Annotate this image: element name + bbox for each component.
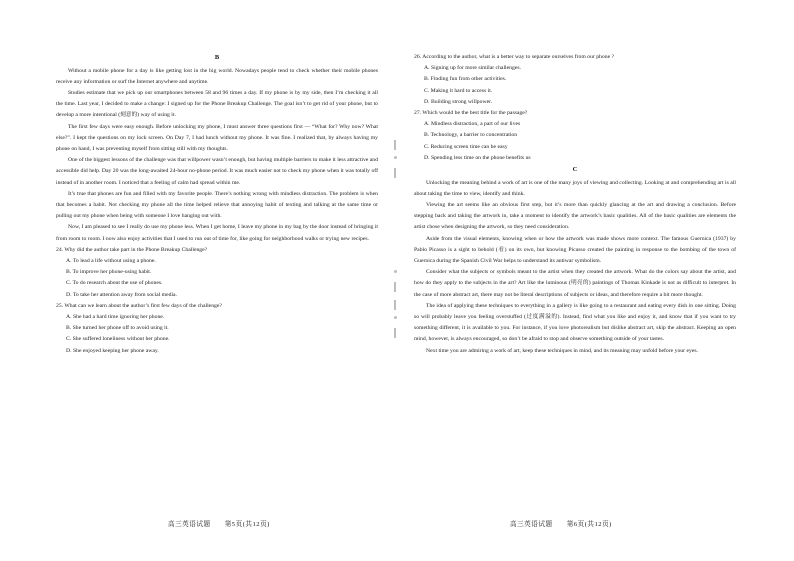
question-26-option-c: C. Making it hard to access it. bbox=[424, 87, 493, 94]
passage-c-paragraph-3: Aside from the visual elements, knowing when or how the artwork was made shows more context. The famous Guernica (1937) by Pablo Picasso is a sight to behold (看) on its own, but knowing Picasso created the painting in response to the bombing of the town of Guernica during the Spanish Civil War helps to understand its antiwar symbolism. bbox=[414, 235, 736, 265]
passage-c-paragraph-6: Next time you are admiring a work of art, keep these techniques in mind, and its meaning may unfold before your eyes. bbox=[426, 347, 698, 354]
passage-b-paragraph-1: Without a mobile phone for a day is like getting lost in the big world. Nowadays people tend to check whether their mobile phones receive any information or surf the Internet anywhere and anytime. bbox=[56, 67, 378, 85]
passage-c-paragraph-4: Consider what the subjects or symbols meant to the artist when they created the artwork. What do the colors say about the artist, and how do they apply to the subjects in the art? Art like the luminous (明亮的) paintings of Thomas Kinkade is not as difficult to interpret. In the case of more abstract art, there may not be literal descriptions of subjects or ideas, and therefore require a bit more thought. bbox=[414, 269, 736, 298]
footer-page-number: 第5页(共12页) bbox=[224, 521, 270, 528]
passage-c-paragraph-5: The idea of applying these techniques to everything in a gallery is like going to a restaurant and eating every dish in one sitting. Doing so will probably leave you feeling overstuffed (过度满溢的). Instead, find what you like and enjoy it, and know that if you want to try something different, it is available to you. For instance, if you love photorealism but dislike abstract art, skip the abstract. Keeping an open mind, however, is always encouraged, so don’t be afraid to stop and observe something outside of your tastes. bbox=[414, 302, 736, 343]
left-page-footer bbox=[168, 518, 282, 528]
passage-b-paragraph-2: Studies estimate that we pick up our smartphones between 58 and 96 times a day. If my phone is by my side, then I’m checking it all the time. Last year, I decided to make a change: I signed up for the Phone Breakup Challenge. The goal isn’t to get rid of your phone, but to develop a more intentional (刻意的) way of using it. bbox=[56, 90, 378, 119]
fold-dot bbox=[394, 270, 397, 273]
question-25-option-c: C. She suffered loneliness without her phone. bbox=[66, 336, 170, 343]
fold-dot bbox=[394, 156, 397, 159]
question-24-option-a: A. To lead a life without using a phone. bbox=[66, 258, 156, 265]
question-27-option-b: B. Technology, a barrier to concentration bbox=[424, 132, 518, 139]
fold-dash bbox=[394, 140, 396, 150]
footer-page-number: 第6页(共12页) bbox=[566, 521, 612, 528]
question-25-stem: 25. What can we learn about the author’s first few days of the challenge? bbox=[56, 302, 222, 309]
question-26-option-d: D. Building strong willpower. bbox=[424, 98, 493, 105]
passage-b-paragraph-5: It’s true that phones are fun and filled with my favorite people. There’s nothing wrong with mindless distraction. The problem is when that becomes a habit. Not checking my phone all the time helped relieve that annoying habit of texting and talking at the same time or pulling out my phone when being with someone I love hanging out with. bbox=[56, 190, 378, 220]
fold-dot bbox=[394, 316, 397, 319]
fold-dash bbox=[394, 300, 396, 310]
question-27-option-c: C. Reducing screen time can be easy bbox=[424, 143, 508, 150]
question-24-option-b: B. To improve her phone-using habit. bbox=[66, 269, 152, 276]
fold-dash bbox=[394, 282, 396, 292]
right-page-footer bbox=[510, 518, 624, 528]
passage-b-paragraph-3: The first few days were easy enough. Before unlocking my phone, I must answer three questions first — “What for? Why now? What else?”. I kept the questions on my lock screen. On Day 7, I had lunch without my phone. It was fine. I realized that, by always having my phone on hand, I was preventing myself from sitting still with my thoughts. bbox=[56, 123, 378, 153]
footer-exam-title: 高三英语试题 bbox=[168, 521, 211, 528]
passage-b-paragraph-6: Now, I am pleased to see I really do use my phone less. When I get home, I leave my phone in my bag by the door instead of bringing it from room to room. I now also enjoy activities that I used to run out of time for, like going for neighborhood walks or trying new recipes. bbox=[56, 224, 378, 242]
question-25-option-b: B. She turned her phone off to avoid using it. bbox=[66, 325, 169, 332]
question-25-option-a: A. She had a hard time ignoring her phone. bbox=[66, 314, 165, 321]
right-column bbox=[414, 52, 736, 357]
passage-c-heading: C bbox=[572, 166, 578, 174]
question-27-option-d: D. Spending less time on the phone benefits us bbox=[424, 154, 531, 161]
question-24-option-c: C. To do research about the use of phones. bbox=[66, 280, 163, 287]
question-27-stem: 27. Which would be the best title for the passage? bbox=[414, 110, 528, 117]
passage-b-paragraph-4: One of the biggest lessons of the challenge was that willpower wasn’t enough, but having multiple barriers to make it less attractive and accessible did help. Day 20 was the long-awaited 24-hour no-phone period. It was much easier not to check my phone when it was totally off instead of in another room. I noticed that a feeling of calm had spread within me. bbox=[56, 157, 378, 186]
question-24-stem: 24. Why did the author take part in the Phone Breakup Challenge? bbox=[56, 246, 208, 253]
question-24-option-d: D. To take her attention away from social media. bbox=[66, 291, 177, 298]
passage-c-paragraph-2: Viewing the art seems like an obvious first step, but it’s more than quickly glancing at the art and drawing a conclusion. Before stepping back and taking the artwork in, take a moment to identify the artwork’s basic qualities. All of the basic qualities are elements the artist chose when designing the artwork, so they need consideration. bbox=[414, 202, 736, 231]
question-26-option-a: A. Signing up for more similar challenges. bbox=[424, 65, 521, 72]
passage-c-paragraph-1: Unlocking the meaning behind a work of art is one of the many joys of viewing and collecting. Looking at and comprehending art is all about taking the time to view, identify and think. bbox=[414, 179, 736, 197]
question-25-option-d: D. She enjoyed keeping her phone away. bbox=[66, 347, 159, 354]
passage-b-heading: B bbox=[214, 54, 220, 61]
footer-exam-title: 高三英语试题 bbox=[510, 521, 553, 528]
question-26-option-b: B. Finding fun from other activities. bbox=[424, 76, 507, 83]
fold-dash bbox=[394, 168, 396, 178]
left-column bbox=[56, 52, 378, 357]
question-26-stem: 26. According to the author, what is a better way to separate ourselves from our phone ? bbox=[414, 54, 615, 60]
fold-dash bbox=[394, 328, 396, 338]
question-27-option-a: A. Mindless distraction, a part of our lives bbox=[424, 121, 521, 128]
